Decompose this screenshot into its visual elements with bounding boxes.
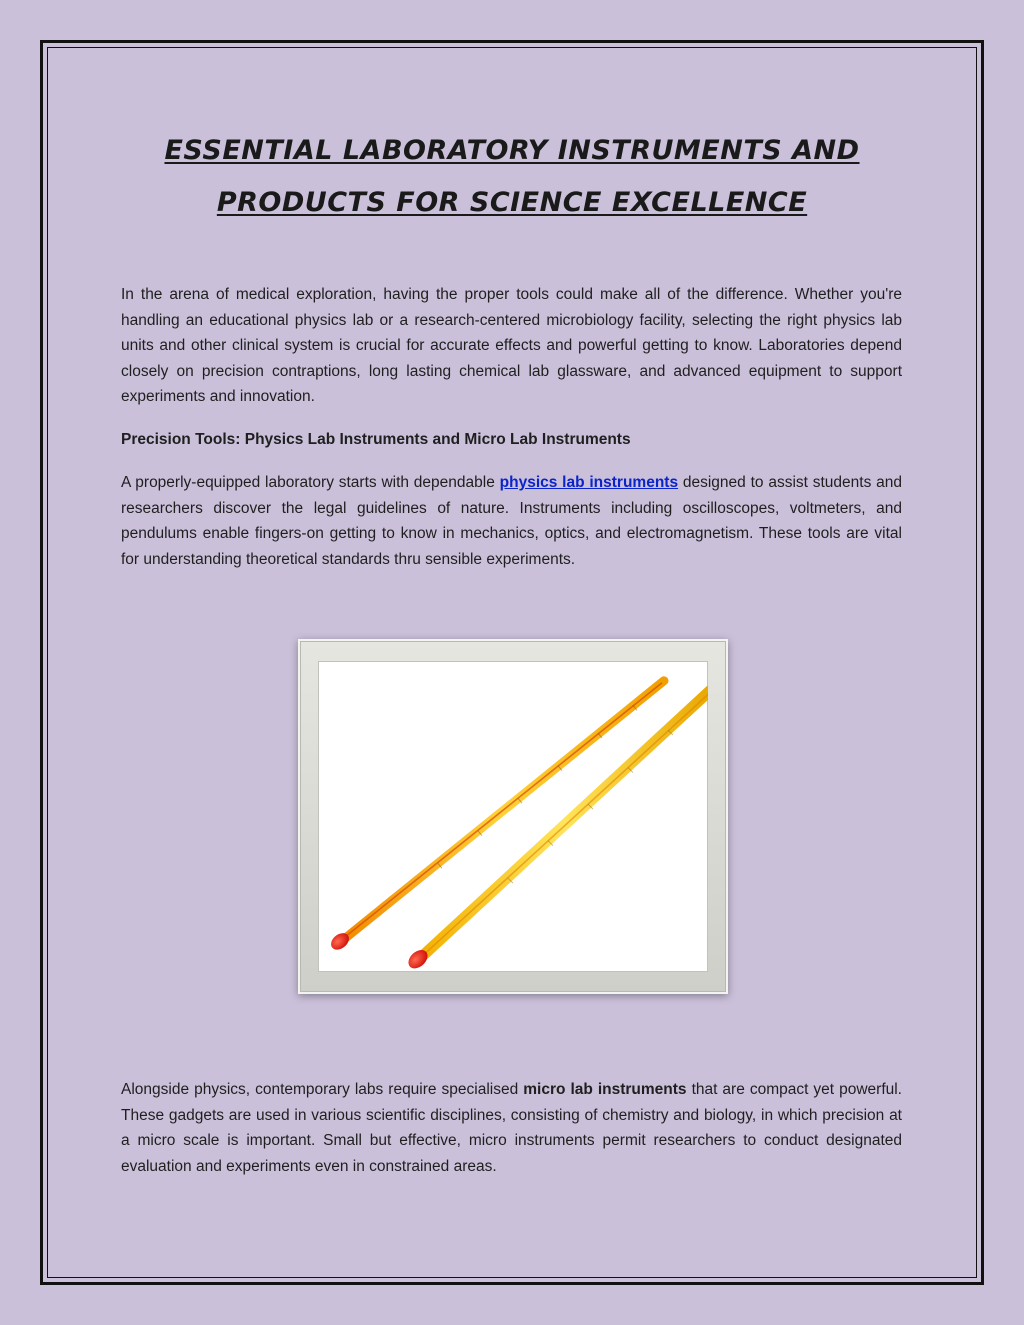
micro-paragraph <box>121 1077 902 1179</box>
physics-paragraph-start: A properly-equipped laboratory starts with dependable <box>121 474 500 491</box>
thermometer-left <box>328 681 664 953</box>
micro-paragraph-end: that are compact yet powerful. These gadgets are used in various scientific disciplines, consisting of chemistry and biology, in which precision at a micro scale is important. Small but effective, micro instruments permit researchers to conduct designated evaluation and experiments even in constrained areas. <box>121 1081 902 1175</box>
title-line-1: ESSENTIAL LABORATORY INSTRUMENTS AND <box>164 135 860 166</box>
physics-paragraph <box>121 470 902 572</box>
intro-paragraph: In the arena of medical exploration, having the proper tools could make all of the difference. Whether you're handling an educational physics lab or a research-centered microbiology facility, selecting the right physics lab units and other clinical system is crucial for accurate effects and powerful getting to know. Laboratories depend closely on precision contraptions, long lasting chemical lab glassware, and advanced equipment to support experiments and innovation. <box>121 286 902 406</box>
thermometers-illustration <box>318 661 708 972</box>
thermometers-photo-frame <box>298 639 728 994</box>
micro-paragraph-start: Alongside physics, contemporary labs require specialised <box>121 1081 524 1098</box>
document-title <box>0 125 1024 229</box>
thermometer-right <box>405 691 708 972</box>
thermometers-photo <box>318 661 708 972</box>
physics-paragraph-end: designed to assist students and researchers discover the legal guidelines of nature. Instruments including oscilloscopes, voltmeters, and pendulums enable fingers-on getting to know in mechanics, optics, and electromagnetism. These tools are vital for understanding theoretical standards thru sensible experiments. <box>121 474 902 568</box>
title-line-2: PRODUCTS FOR SCIENCE EXCELLENCE <box>216 187 808 218</box>
micro-lab-instruments-term: micro lab instruments <box>523 1081 687 1098</box>
section-heading: Precision Tools: Physics Lab Instruments and Micro Lab Instruments <box>121 431 631 448</box>
physics-lab-instruments-link[interactable]: physics lab instruments <box>499 474 679 491</box>
